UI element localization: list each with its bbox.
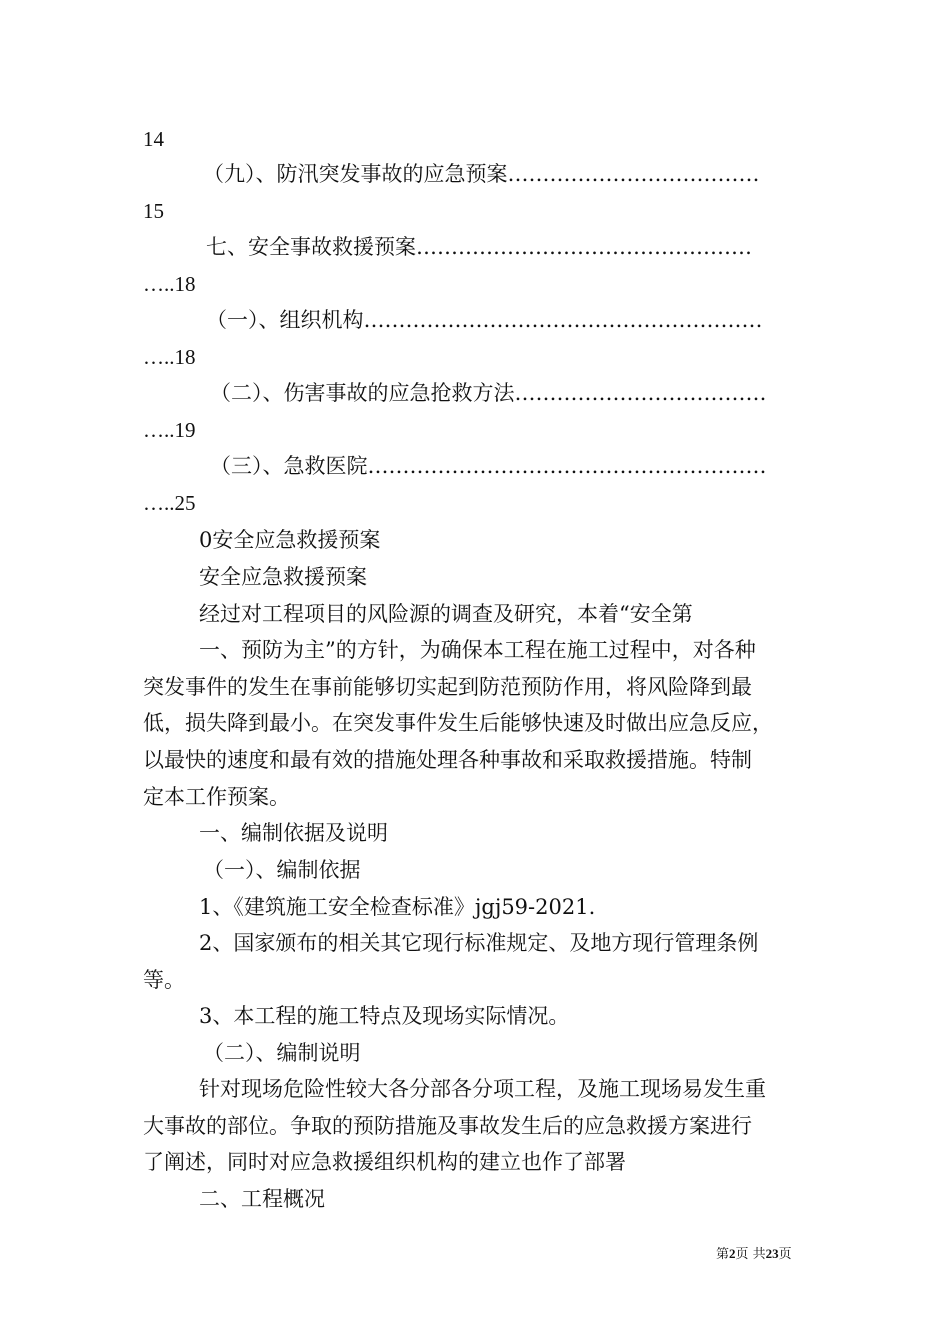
footer-prefix: 第 [716,1247,730,1262]
paragraph-line: 大事故的部位。争取的预防措施及事故发生后的应急救援方案进行 [143,1114,752,1138]
toc-entry: （二）、伤害事故的应急抢救方法……………………………… [210,381,767,405]
list-item: 1、《建筑施工安全检查标准》jgj59-2021. [199,895,596,919]
subsection-heading: （二）、编制说明 [203,1041,361,1065]
footer-suffix: 页 [778,1247,792,1262]
toc-page-number: …..19 [143,418,196,442]
footer-total-pages: 23 [765,1246,779,1261]
footer-page-number: 2 [729,1246,736,1261]
toc-page-number: …..18 [143,272,196,296]
paragraph-line: 经过对工程项目的风险源的调查及研究，本着“安全第 [199,602,693,626]
list-item: 2、国家颁布的相关其它现行标准规定、及地方现行管理条例 [199,931,759,955]
page-footer [716,1246,792,1263]
toc-entry: （一）、组织机构………………………………………………… [206,308,763,332]
toc-entry: 七、安全事故救援预案………………………………………… [206,235,752,259]
section-heading: 二、工程概况 [199,1187,325,1211]
toc-page-number: …..18 [143,345,196,369]
paragraph-line: 等。 [143,968,185,992]
subsection-heading: （一）、编制依据 [203,858,361,882]
toc-page-number: 14 [143,127,164,151]
paragraph-line: 了阐述，同时对应急救援组织机构的建立也作了部署 [143,1150,626,1174]
toc-entry: （九）、防汛突发事故的应急预案……………………………… [203,162,760,186]
toc-page-number: 15 [143,199,164,223]
doc-title-line: 0安全应急救援预案 [199,528,381,552]
footer-middle: 页 共 [735,1247,766,1262]
paragraph-line: 以最快的速度和最有效的措施处理各种事故和采取救援措施。特制 [143,748,752,772]
paragraph-line: 低，损失降到最小。在突发事件发生后能够快速及时做出应急反应， [143,711,773,735]
section-heading: 一、编制依据及说明 [199,821,388,845]
list-item: 3、本工程的施工特点及现场实际情况。 [199,1004,570,1028]
paragraph-line: 针对现场危险性较大各分部各分项工程，及施工现场易发生重 [199,1077,766,1101]
paragraph-line: 一、预防为主”的方针，为确保本工程在施工过程中，对各种 [199,638,756,662]
paragraph-line: 突发事件的发生在事前能够切实起到防范预防作用，将风险降到最 [143,675,752,699]
toc-entry: （三）、急救医院………………………………………………… [210,454,767,478]
doc-title: 安全应急救援预案 [199,565,367,589]
paragraph-line: 定本工作预案。 [143,785,290,809]
toc-page-number: …..25 [143,491,196,515]
